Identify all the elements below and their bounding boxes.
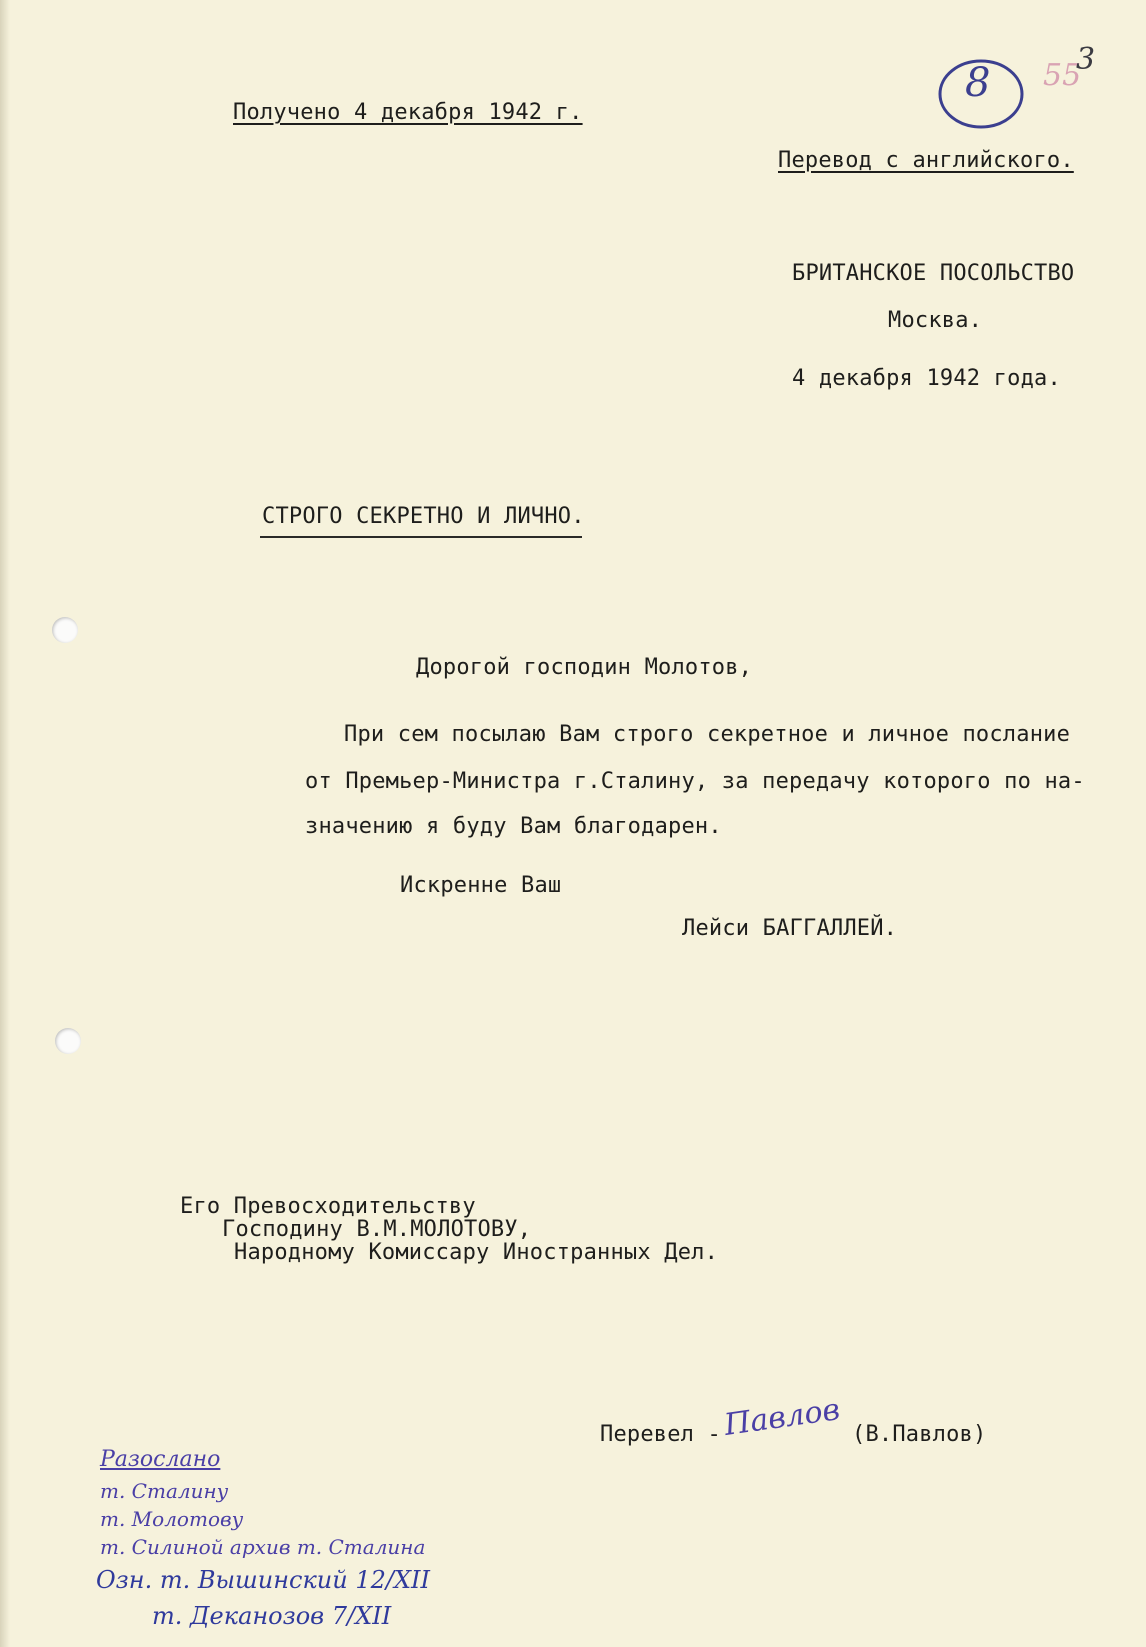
addressee-line: Его Превосходительству — [180, 1194, 476, 1219]
received-stamp: Получено 4 декабря 1942 г. — [233, 100, 583, 125]
punch-hole — [55, 1028, 81, 1054]
closing: Искренне Ваш — [400, 873, 562, 898]
signature-name: Лейси БАГГАЛЛЕЙ. — [682, 916, 898, 941]
distribution-line: т. Деканозов 7/XII — [152, 1602, 392, 1630]
distribution-line: т. Силиной архив т. Сталина — [100, 1535, 426, 1559]
circled-mark: 8 — [965, 60, 991, 106]
body-line: значению я буду Вам благодарен. — [305, 814, 722, 839]
translation-note: Перевод с английского. — [778, 148, 1074, 173]
sender-date: 4 декабря 1942 года. — [792, 366, 1061, 391]
classification-underline — [260, 536, 582, 538]
sender-embassy: БРИТАНСКОЕ ПОСОЛЬСТВО — [792, 261, 1075, 286]
distribution-line: т. Сталину — [100, 1479, 229, 1503]
sender-city: Москва. — [888, 308, 983, 333]
body-line: от Премьер-Министра г.Сталину, за передачу которого по на- — [305, 769, 1085, 794]
addressee-line: Господину В.М.МОЛОТОВУ, — [222, 1217, 532, 1242]
body-line: При сем посылаю Вам строго секретное и личное послание — [344, 722, 1071, 747]
translator-name: (В.Павлов) — [852, 1422, 987, 1447]
addressee-line: Народному Комиссару Иностранных Дел. — [234, 1240, 719, 1265]
page-number: 3 — [1076, 42, 1096, 77]
distribution-line: т. Молотову — [100, 1507, 244, 1531]
corner-mark: 55 — [1043, 58, 1082, 93]
distribution-title: Разослано — [100, 1447, 221, 1472]
translator-signature: Павлов — [722, 1392, 843, 1443]
classification-heading: СТРОГО СЕКРЕТНО И ЛИЧНО. — [262, 504, 585, 529]
translator-label: Перевел - — [600, 1422, 722, 1447]
punch-hole — [52, 617, 78, 643]
distribution-line: Озн. т. Вышинский 12/XII — [96, 1566, 431, 1594]
salutation: Дорогой господин Молотов, — [416, 655, 753, 680]
